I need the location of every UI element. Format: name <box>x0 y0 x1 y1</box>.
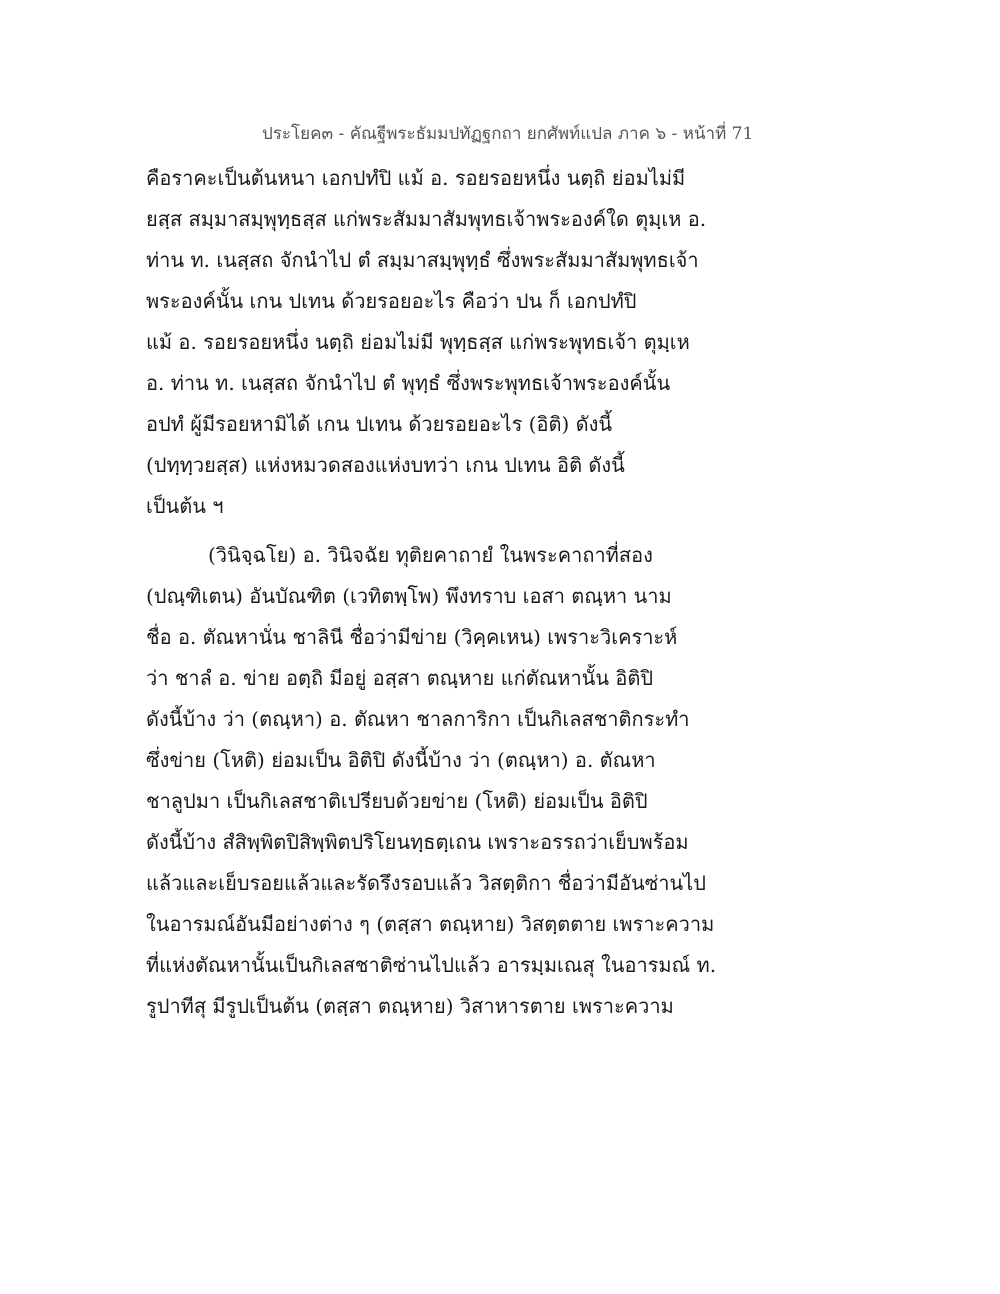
text-line: ยสฺส สมฺมาสมฺพุทฺธสฺส แก่พระสัมมาสัมพุทธเจ้าพระองค์ใด ตุมฺเห อ. <box>146 207 707 231</box>
paragraph-2 <box>146 535 726 1027</box>
paragraph-gap <box>146 527 726 535</box>
text-line: แล้วและเย็บรอยแล้วและรัดรึงรอบแล้ว วิสตฺติกา ชื่อว่ามีอันซ่านไป <box>146 871 706 895</box>
text-line: ชื่อ อ. ตัณหานั่น ชาลินี ชื่อว่ามีข่าย (วิคฺคเหน) เพราะวิเคราะห์ <box>146 625 678 649</box>
page-header: ประโยค๓ - คัณฐีพระธัมมปทัฏฐกถา ยกศัพท์แปล ภาค ๖ - หน้าที่ 71 <box>262 124 754 144</box>
text-line: แม้ อ. รอยรอยหนึ่ง นตฺถิ ย่อมไม่มี พุทฺธสฺส แก่พระพุทธเจ้า ตุมฺเห <box>146 330 690 354</box>
text-line: อ. ท่าน ท. เนสฺสถ จักนำไป ตํ พุทฺธํ ซึ่งพระพุทธเจ้าพระองค์นั้น <box>146 371 671 395</box>
body-text <box>146 158 726 1027</box>
text-line: (วินิจฺฉโย) อ. วินิจฉัย ทุติยคาถายํ ในพระคาถาที่สอง <box>208 543 653 567</box>
text-line: เป็นต้น ฯ <box>146 494 224 518</box>
text-line: (ปณฺฑิเตน) อันบัณฑิต (เวทิตพฺโพ) พึงทราบ เอสา ตณฺหา นาม <box>146 584 672 608</box>
paragraph-1 <box>146 158 726 527</box>
text-line: ว่า ชาลํ อ. ข่าย อตฺถิ มีอยู่ อสฺสา ตณฺหาย แก่ตัณหานั้น อิติปิ <box>146 666 654 690</box>
text-line: ซึ่งข่าย (โหติ) ย่อมเป็น อิติปิ ดังนี้บ้าง ว่า (ตณฺหา) อ. ตัณหา <box>146 748 656 772</box>
text-line: อปทํ ผู้มีรอยหามิได้ เกน ปเทน ด้วยรอยอะไร (อิติ) ดังนี้ <box>146 412 613 436</box>
text-line: (ปทฺทฺวยสฺส) แห่งหมวดสองแห่งบทว่า เกน ปเทน อิติ ดังนี้ <box>146 453 625 477</box>
text-line: ท่าน ท. เนสฺสถ จักนำไป ตํ สมฺมาสมฺพุทฺธํ ซึ่งพระสัมมาสัมพุทธเจ้า <box>146 248 699 272</box>
text-line: คือราคะเป็นต้นหนา เอกปทํปิ แม้ อ. รอยรอยหนึ่ง นตฺถิ ย่อมไม่มี <box>146 166 686 190</box>
text-line: รูปาทีสุ มีรูปเป็นต้น (ตสฺสา ตณฺหาย) วิสาหารตาย เพราะความ <box>146 994 674 1018</box>
text-line: ดังนี้บ้าง ว่า (ตณฺหา) อ. ตัณหา ชาลการิกา เป็นกิเลสชาติกระทำ <box>146 707 690 731</box>
text-line: ดังนี้บ้าง สํสิพฺพิตปิสิพฺพิตปริโยนทฺธตฺเถน เพราะอรรถว่าเย็บพร้อม <box>146 830 689 854</box>
text-line: ในอารมณ์อันมีอย่างต่าง ๆ (ตสฺสา ตณฺหาย) วิสตฺตตาย เพราะความ <box>146 912 715 936</box>
text-line: ชาลูปมา เป็นกิเลสชาติเปรียบด้วยข่าย (โหติ) ย่อมเป็น อิติปิ <box>146 789 648 813</box>
text-line: ที่แห่งตัณหานั้นเป็นกิเลสชาติซ่านไปแล้ว อารมฺมเณสุ ในอารมณ์ ท. <box>146 953 717 977</box>
text-line: พระองค์นั้น เกน ปเทน ด้วยรอยอะไร คือว่า ปน ก็ เอกปทํปิ <box>146 289 637 313</box>
